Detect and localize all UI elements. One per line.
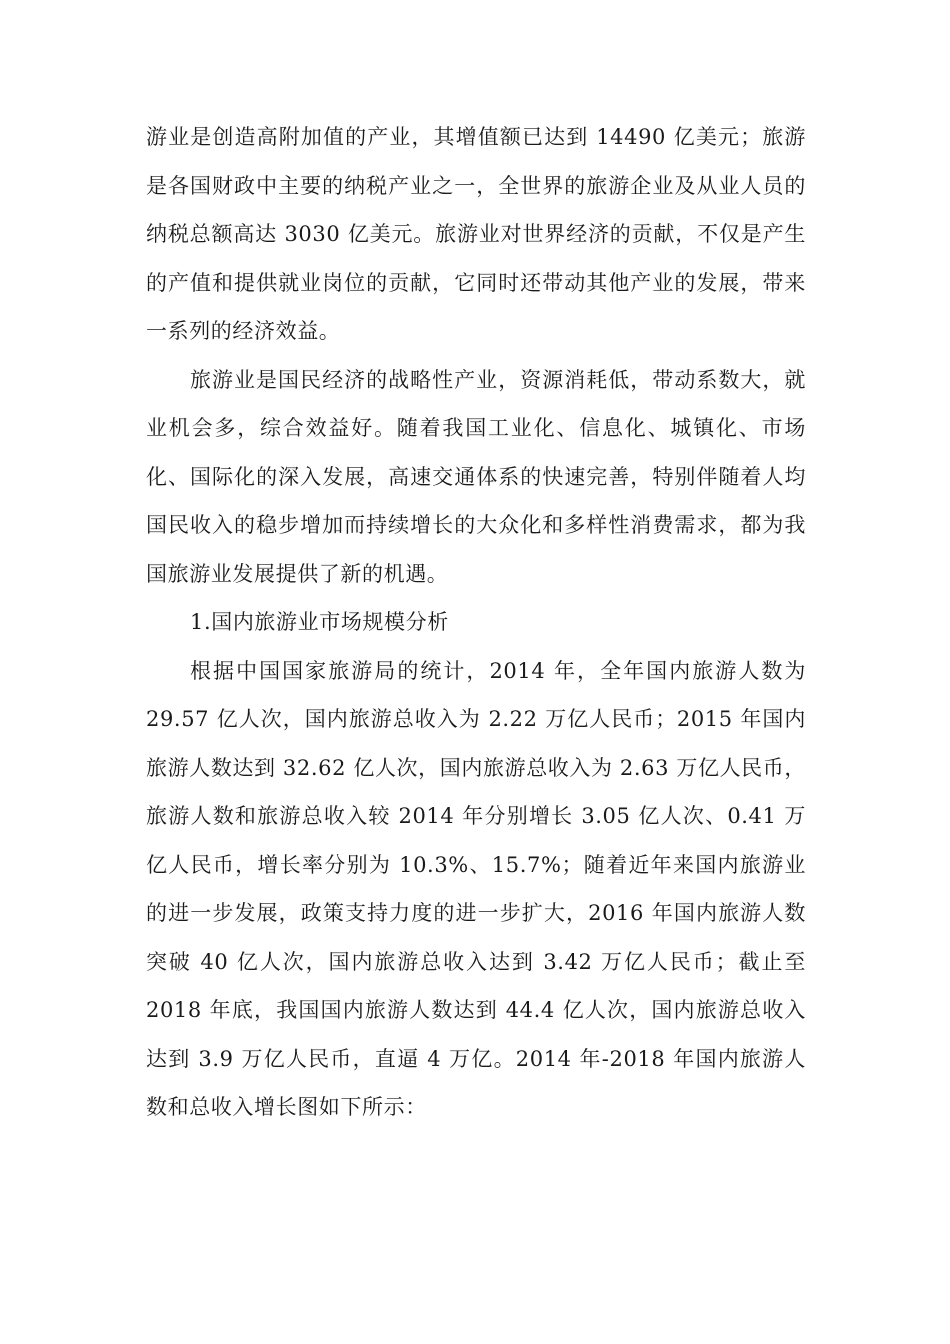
section-heading: 1.国内旅游业市场规模分析 <box>190 610 449 634</box>
document-body <box>146 113 806 1132</box>
paragraph-economic-contribution: 游业是创造高附加值的产业，其增值额已达到 14490 亿美元；旅游是各国财政中主要的纳税产业之一，全世界的旅游企业及从业人员的纳税总额高达 3030 亿美元。旅游业对世界经济的贡献，不仅是产生的产值和提供就业岗位的贡献，它同时还带动其他产业的发展，带来一系列的经济效益。 <box>146 125 806 343</box>
paragraph-market-scale: 根据中国国家旅游局的统计，2014 年，全年国内旅游人数为 29.57 亿人次，国内旅游总收入为 2.22 万亿人民币；2015 年国内旅游人数达到 32.62 亿人次，国内旅游总收入为 2.63 万亿人民币，旅游人数和旅游总收入较 2014 年分别增长 3.05 亿人次、0.41 万亿人民币，增长率分别为 10.3%、15.7%；随着近年来国内旅游业的进一步发展，政策支持力度的进一步扩大，2016 年国内旅游人数突破 40 亿人次，国内旅游总收入达到 3.42 万亿人民币；截止至 2018 年底，我国国内旅游人数达到 44.4 亿人次，国内旅游总收入达到 3.9 万亿人民币，直逼 4 万亿。2014 年-2018 年国内旅游人数和总收入增长图如下所示： <box>146 658 806 1119</box>
paragraph-strategic-industry: 旅游业是国民经济的战略性产业，资源消耗低，带动系数大，就业机会多，综合效益好。随着我国工业化、信息化、城镇化、市场化、国际化的深入发展，高速交通体系的快速完善，特别伴随着人均国民收入的稳步增加而持续增长的大众化和多样性消费需求，都为我国旅游业发展提供了新的机遇。 <box>146 367 806 586</box>
